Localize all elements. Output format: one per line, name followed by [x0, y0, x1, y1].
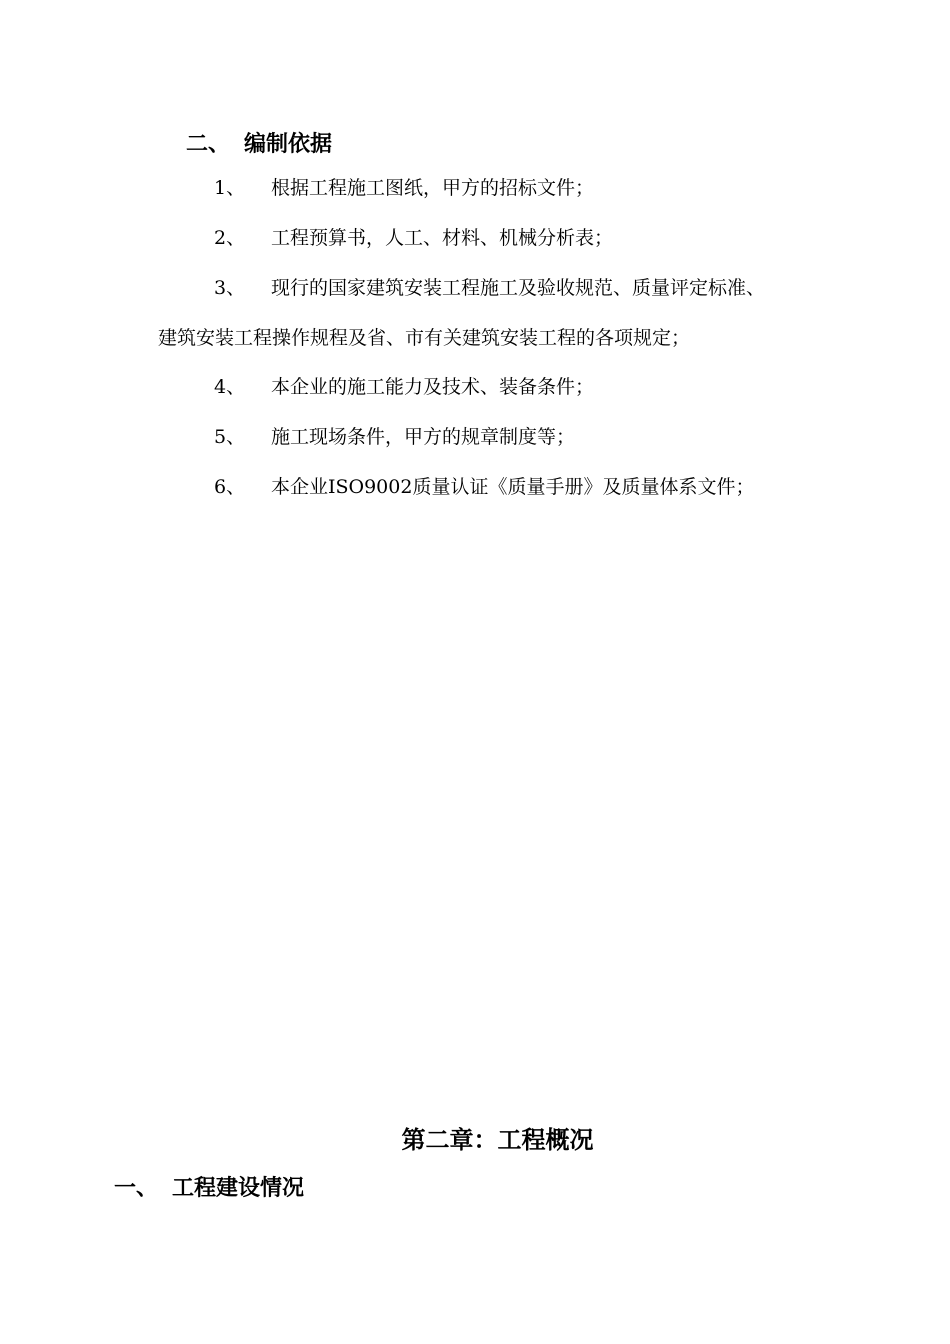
- list-item-number: 1、: [214, 177, 246, 199]
- section-heading-basis: [186, 127, 332, 158]
- list-item-number: 3、: [214, 277, 246, 299]
- list-item-text: 施工现场条件，甲方的规章制度等；: [271, 426, 576, 448]
- section-title: 编制依据: [244, 132, 333, 157]
- list-item-text: 本企业ISO9002质量认证《质量手册》及质量体系文件；: [271, 476, 755, 498]
- list-item-number: 4、: [214, 376, 246, 398]
- list-item-text: 本企业的施工能力及技术、装备条件；: [271, 376, 595, 398]
- list-item-text: 现行的国家建筑安装工程施工及验收规范、质量评定标准、: [271, 277, 766, 299]
- section-heading-construction: [114, 1171, 304, 1202]
- list-item-number: 6、: [214, 476, 246, 498]
- list-item-number: 5、: [214, 426, 246, 448]
- list-item-number: 2、: [214, 227, 246, 249]
- list-item-text: 根据工程施工图纸，甲方的招标文件；: [271, 177, 595, 199]
- section-title: 工程建设情况: [172, 1176, 305, 1201]
- list-item-continuation: 建筑安装工程操作规程及省、市有关建筑安装工程的各项规定；: [158, 327, 691, 349]
- section-number: 二、: [186, 132, 231, 157]
- section-number: 一、: [114, 1176, 159, 1201]
- chapter-title: 第二章：工程概况: [401, 1126, 594, 1154]
- list-item-text: 工程预算书，人工、材料、机械分析表；: [271, 227, 614, 249]
